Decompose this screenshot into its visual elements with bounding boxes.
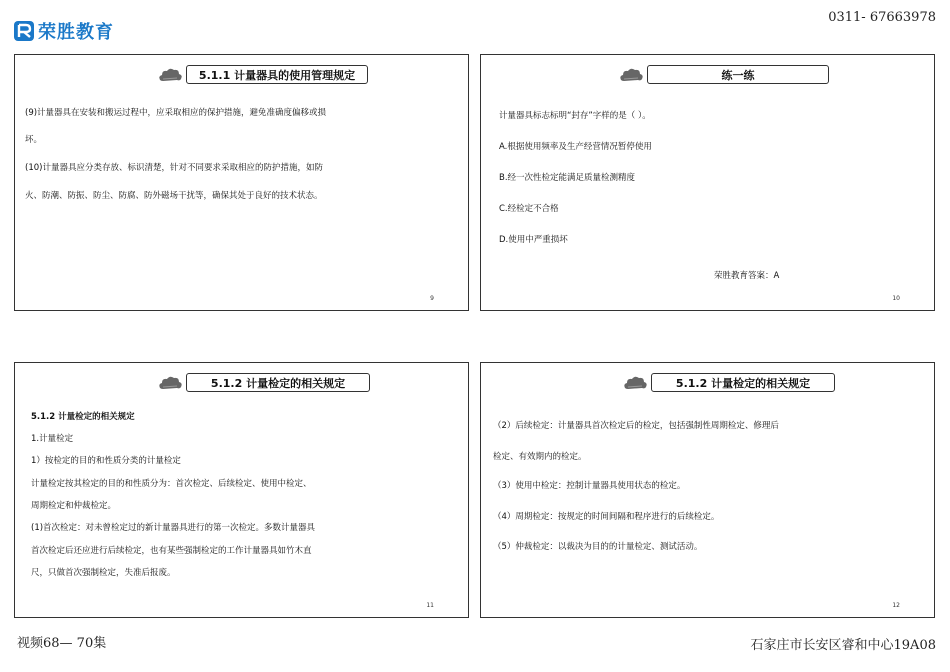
page-number: 9 bbox=[430, 295, 434, 302]
page-number: 12 bbox=[892, 602, 900, 609]
phone-number: 0311- 67663978 bbox=[828, 10, 936, 25]
text-line: 周期检定和仲裁检定。 bbox=[31, 501, 117, 511]
slide-title: 练一练 bbox=[647, 65, 829, 84]
text-line: (1)首次检定：对未曾检定过的新计量器具进行的第一次检定。多数计量器具 bbox=[31, 523, 316, 533]
option-a: A.根据使用频率及生产经营情况暂停使用 bbox=[499, 142, 652, 152]
slide-title-bar bbox=[157, 65, 368, 84]
video-episode-label: 视频68— 70集 bbox=[17, 636, 107, 651]
text-line: （2）后续检定：计量器具首次检定后的检定，包括强制性周期检定、修理后 bbox=[493, 421, 779, 431]
text-line: （5）仲裁检定：以裁决为目的的计量检定、测试活动。 bbox=[493, 542, 703, 552]
answer-text: 荣胜教育答案：A bbox=[714, 271, 780, 281]
slide-title: 5.1.2 计量检定的相关规定 bbox=[651, 373, 835, 392]
slide-title: 5.1.2 计量检定的相关规定 bbox=[186, 373, 370, 392]
brand-logo bbox=[13, 19, 114, 43]
text-line: 计量检定按其检定的目的和性质分为：首次检定、后续检定、使用中检定、 bbox=[31, 479, 312, 489]
text-line: 尺，只做首次强制检定，失准后报废。 bbox=[31, 568, 176, 578]
logo-icon bbox=[13, 20, 35, 42]
page-number: 10 bbox=[892, 295, 900, 302]
slide-9 bbox=[14, 54, 469, 311]
address-label: 石家庄市长安区睿和中心19A08 bbox=[750, 638, 936, 653]
text-line: (10)计量器具应分类存放、标识清楚，针对不同要求采取相应的防护措施，如防 bbox=[25, 163, 323, 173]
text-line: 火、防潮、防振、防尘、防腐、防外磁场干扰等，确保其处于良好的技术状态。 bbox=[25, 191, 323, 201]
slide-title-bar bbox=[157, 373, 370, 392]
text-line: (9)计量器具在安装和搬运过程中，应采取相应的保护措施，避免准确度偏移或损 bbox=[25, 108, 327, 118]
text-line: （4）周期检定：按规定的时间间隔和程序进行的后续检定。 bbox=[493, 512, 720, 522]
text-line: 首次检定后还应进行后续检定，也有某些强制检定的工作计量器具如竹木直 bbox=[31, 546, 312, 556]
slide-title-bar bbox=[622, 373, 835, 392]
slide-12 bbox=[480, 362, 935, 618]
text-line: 1）按检定的目的和性质分类的计量检定 bbox=[31, 456, 181, 466]
slide-11 bbox=[14, 362, 469, 618]
cloud-icon bbox=[157, 66, 183, 84]
option-b: B.经一次性检定能满足质量检测精度 bbox=[499, 173, 636, 183]
slide-title: 5.1.1 计量器具的使用管理规定 bbox=[186, 65, 368, 84]
text-line: 1.计量检定 bbox=[31, 434, 74, 444]
cloud-icon bbox=[622, 374, 648, 392]
text-line: 坏。 bbox=[25, 135, 43, 145]
text-line: 检定、有效期内的检定。 bbox=[493, 452, 587, 462]
cloud-icon bbox=[618, 66, 644, 84]
page-number: 11 bbox=[426, 602, 434, 609]
slide-10 bbox=[480, 54, 935, 311]
option-c: C.经检定不合格 bbox=[499, 204, 559, 214]
slide-title-bar bbox=[618, 65, 829, 84]
question-text: 计量器具标志标明“封存”字样的是（ ）。 bbox=[499, 111, 651, 121]
text-line: （3）使用中检定：控制计量器具使用状态的检定。 bbox=[493, 481, 686, 491]
section-heading: 5.1.2 计量检定的相关规定 bbox=[31, 412, 135, 422]
option-d: D.使用中严重损坏 bbox=[499, 235, 568, 245]
cloud-icon bbox=[157, 374, 183, 392]
logo-text: 荣胜教育 bbox=[38, 22, 114, 43]
